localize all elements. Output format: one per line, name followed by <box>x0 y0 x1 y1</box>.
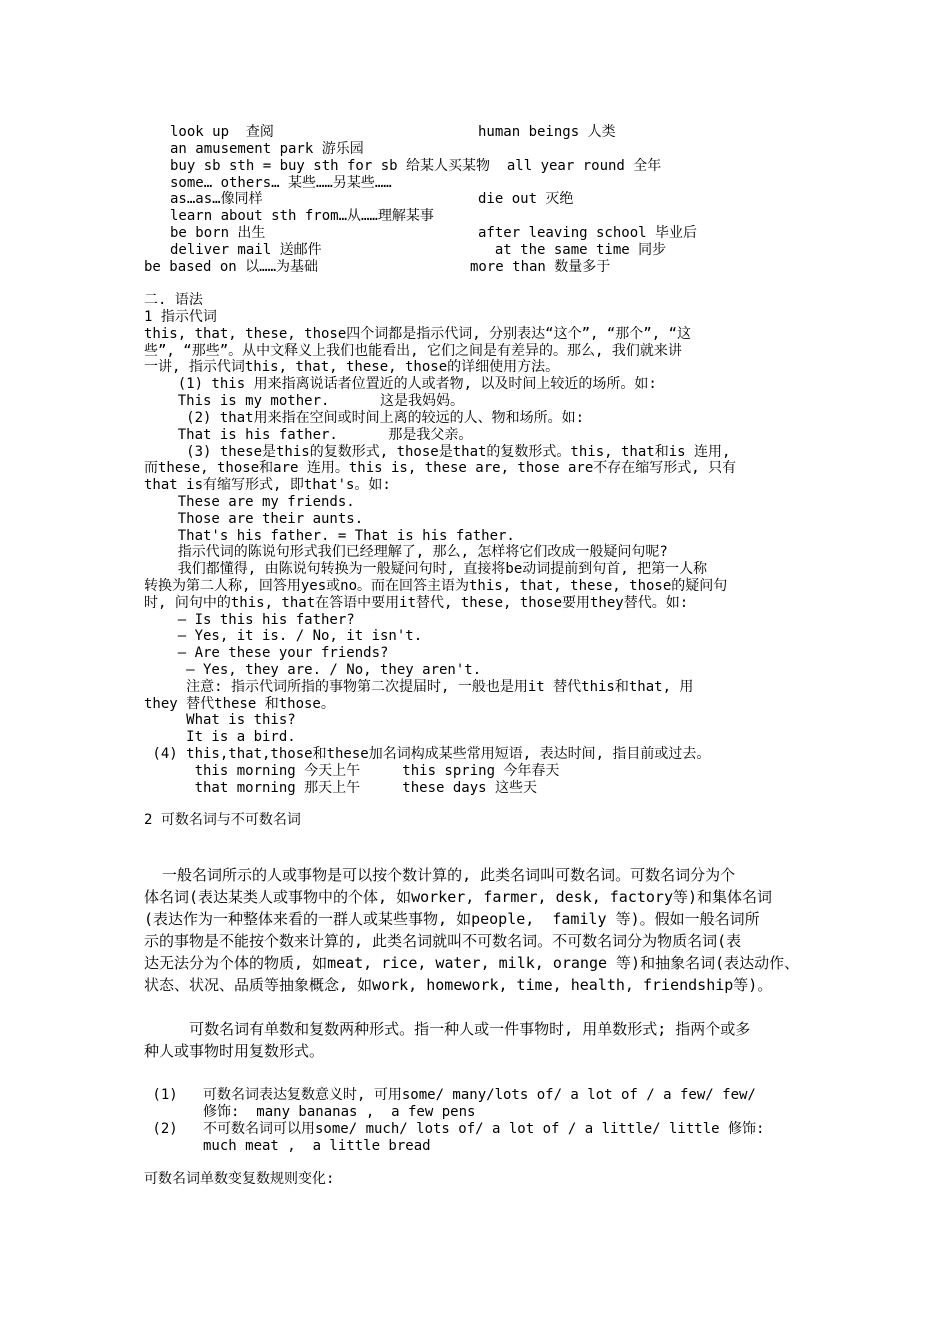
example-line: — Yes, it is. / No, it isn't. <box>144 628 423 644</box>
example-line: — Are these your friends? <box>144 645 389 661</box>
body-line: 些”, “那些”。从中文释义上我们也能看出, 它们之间是有差异的。那么, 我们就来讲 <box>144 343 682 359</box>
example-line: Those are their aunts. <box>144 511 364 527</box>
example-line: That's his father. = That is his father. <box>144 528 515 544</box>
vocab-item: after leaving school 毕业后 <box>478 225 698 241</box>
body-line: 我们都懂得, 由陈说句转换为一般疑问句时, 直接将be动词提前到句首, 把第一人称 <box>144 561 708 577</box>
note-line: they 替代these 和those。 <box>144 696 335 712</box>
example-line: That is his father. 那是我父亲。 <box>144 427 473 443</box>
vocab-item: look up 查阅 <box>170 124 274 140</box>
list-item: (1) 可数名词表达复数意义时, 可用some/ many/lots of/ a lot of / a few/ few/ <box>144 1087 756 1103</box>
section-heading: 二. 语法 <box>144 292 203 308</box>
subsection-heading: 2 可数名词与不可数名词 <box>144 812 301 828</box>
vocab-item: learn about sth from…从……理解某事 <box>170 208 434 224</box>
body-line: (3) these是this的复数形式, those是that的复数形式。this, that和is 连用, <box>144 444 731 460</box>
example-line: that morning 那天上午 these days 这些天 <box>144 780 538 796</box>
example-line: this morning 今天上午 this spring 今年春天 <box>144 763 560 779</box>
body-line: 指示代词的陈说句形式我们已经理解了, 那么, 怎样将它们改成一般疑问句呢? <box>144 544 668 560</box>
body-line: 可数名词有单数和复数两种形式。指一种人或一件事物时, 用单数形式; 指两个或多 <box>144 1020 751 1038</box>
body-line: 种人或事物时用复数形式。 <box>144 1042 325 1060</box>
body-line: 体名词(表达某类人或事物中的个体, 如worker, farmer, desk, factory等)和集体名词 <box>144 888 773 906</box>
vocab-item: be born 出生 <box>170 225 266 241</box>
example-line: What is this? <box>144 712 296 728</box>
body-line: (4) this,that,those和these加名词构成某些常用短语, 表达时间, 指目前或过去。 <box>144 746 711 762</box>
vocab-item: human beings 人类 <box>478 124 616 140</box>
vocab-item: deliver mail 送邮件 <box>170 242 322 258</box>
list-item: 修饰: many bananas , a few pens <box>144 1104 476 1120</box>
vocab-item: be based on 以……为基础 <box>144 259 319 275</box>
body-line: this, that, these, those四个词都是指示代词, 分别表达“这个”, “那个”, “这 <box>144 326 692 342</box>
body-line: (2) that用来指在空间或时间上离的较远的人、物和场所。如: <box>144 410 585 426</box>
vocab-item: some… others… 某些……另某些…… <box>170 175 392 191</box>
body-line: 转换为第二人称, 回答用yes或no。而在回答主语为this, that, these, those的疑问句 <box>144 578 728 594</box>
body-line: that is有缩写形式, 即that's。如: <box>144 477 391 493</box>
note-line: 注意: 指示代词所指的事物第二次提届时, 一般也是用it 替代this和that, 用 <box>144 679 694 695</box>
vocab-item: as…as…像同样 <box>170 191 263 207</box>
body-line: 一讲, 指示代词this, that, these, those的详细使用方法。 <box>144 359 560 375</box>
example-line: It is a bird. <box>144 729 296 745</box>
vocab-item: at the same time 同步 <box>478 242 667 258</box>
list-item: (2) 不可数名词可以用some/ much/ lots of/ a lot of / a little/ little 修饰: <box>144 1121 765 1137</box>
vocab-item: die out 灭绝 <box>478 191 574 207</box>
body-line: (表达作为一种整体来看的一群人或某些事物, 如people, family 等)。假如一般名词所 <box>144 910 760 928</box>
body-line: 示的事物是不能按个数来计算的, 此类名词就叫不可数名词。不可数名词分为物质名词(表 <box>144 932 742 950</box>
vocab-item: an amusement park 游乐园 <box>170 141 364 157</box>
body-line: 时, 问句中的this, that在答语中要用it替代, these, those要用they替代。如: <box>144 595 689 611</box>
list-item: much meat , a little bread <box>144 1138 431 1154</box>
body-line: 可数名词单数变复数规则变化: <box>144 1171 335 1187</box>
body-line: 状态、状况、品质等抽象概念, 如work, homework, time, health, friendship等)。 <box>144 976 773 994</box>
body-line: (1) this 用来指离说话者位置近的人或者物, 以及时间上较近的场所。如: <box>144 376 657 392</box>
example-line: This is my mother. 这是我妈妈。 <box>144 393 465 409</box>
vocab-item: buy sb sth = buy sth for sb 给某人买某物 all year round 全年 <box>170 158 662 174</box>
example-line: — Is this his father? <box>144 612 355 628</box>
body-line: 一般名词所示的人或事物是可以按个数计算的, 此类名词叫可数名词。可数名词分为个 <box>144 866 736 884</box>
body-line: 而these, those和are 连用。this is, these are, those are不存在缩写形式, 只有 <box>144 460 737 476</box>
example-line: These are my friends. <box>144 494 355 510</box>
body-line: 达无法分为个体的物质, 如meat, rice, water, milk, orange 等)和抽象名词(表达动作、 <box>144 954 800 972</box>
vocab-item: more than 数量多于 <box>470 259 611 275</box>
subsection-heading: 1 指示代词 <box>144 309 217 325</box>
example-line: — Yes, they are. / No, they aren't. <box>144 662 482 678</box>
